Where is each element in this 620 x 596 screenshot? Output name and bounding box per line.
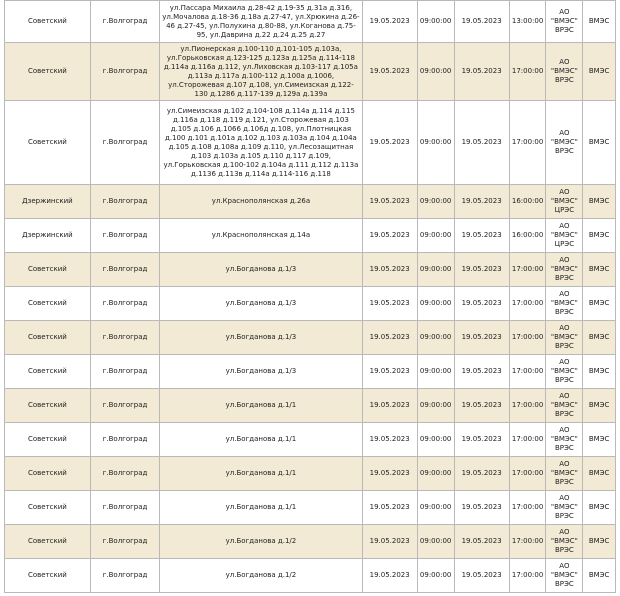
end-time-cell: 17:00:00 (509, 253, 546, 287)
table-body (5, 1, 616, 593)
district-cell: Советский (5, 491, 91, 525)
owner-cell: ВМЭС (583, 43, 616, 101)
org-line: ВРЭС (554, 478, 574, 486)
start-date-cell: 19.05.2023 (362, 525, 417, 559)
start-time-cell: 09:00:00 (417, 253, 454, 287)
end-time-cell: 17:00:00 (509, 491, 546, 525)
org-cell (546, 559, 583, 593)
table-row (5, 219, 616, 253)
city-cell: г.Волгоград (90, 287, 159, 321)
owner-cell: ВМЭС (583, 457, 616, 491)
org-line: "ВМЭС" (550, 17, 578, 25)
address-cell: ул.Богданова д.1/3 (160, 287, 362, 321)
start-date-cell: 19.05.2023 (362, 321, 417, 355)
org-cell (546, 525, 583, 559)
org-cell (546, 423, 583, 457)
org-line: АО (559, 188, 570, 196)
address-cell: ул.Богданова д.1/3 (160, 355, 362, 389)
district-cell: Советский (5, 43, 91, 101)
city-cell: г.Волгоград (90, 525, 159, 559)
address-cell: ул.Богданова д.1/2 (160, 559, 362, 593)
start-date-cell: 19.05.2023 (362, 389, 417, 423)
start-date-cell: 19.05.2023 (362, 491, 417, 525)
org-line: ВРЭС (554, 26, 574, 34)
end-time-cell: 17:00:00 (509, 423, 546, 457)
owner-cell: ВМЭС (583, 185, 616, 219)
start-date-cell: 19.05.2023 (362, 423, 417, 457)
district-cell: Советский (5, 1, 91, 43)
address-cell: ул.Пионерская д.100-110 д.101-105 д.103а, ул.Горьковская д.123-125 д.123а д.125а д.114-118 д.114а д.116а д.112, ул.Лиховская д.103-117 д.105а д.113а д.117а д.100-112 д.100а д.1006, ул.Сторожевая д.107 д.108, ул.Симеизская д.122-130 д.1286 д.117-139 д.129а д.139а (160, 43, 362, 101)
start-time-cell: 09:00:00 (417, 287, 454, 321)
end-time-cell: 17:00:00 (509, 287, 546, 321)
district-cell: Советский (5, 389, 91, 423)
owner-cell: ВМЭС (583, 101, 616, 185)
org-cell (546, 43, 583, 101)
district-cell: Советский (5, 321, 91, 355)
start-time-cell: 09:00:00 (417, 491, 454, 525)
org-line: ВРЭС (554, 274, 574, 282)
org-line: "ВМЭС" (550, 231, 578, 239)
end-date-cell: 19.05.2023 (454, 219, 509, 253)
end-date-cell: 19.05.2023 (454, 185, 509, 219)
org-line: "ВМЭС" (550, 67, 578, 75)
table-row (5, 287, 616, 321)
outage-schedule-table (4, 0, 616, 593)
city-cell: г.Волгоград (90, 1, 159, 43)
org-line: ВРЭС (554, 76, 574, 84)
start-time-cell: 09:00:00 (417, 185, 454, 219)
table-row (5, 321, 616, 355)
org-line: АО (559, 324, 570, 332)
start-date-cell: 19.05.2023 (362, 185, 417, 219)
start-time-cell: 09:00:00 (417, 219, 454, 253)
address-cell: ул.Симеизская д.102 д.104-108 д.114а д.114 д.115 д.116а д.118 д.119 д.121, ул.Сторожевая д.103 д.105 д.106 д.1066 д.106д д.108, ул.Плотницкая д.100 д.101 д.101а д.102 д.103 д.103а д.104 д.104а д.105 д.108 д.108а д.109 д.110, ул.Лесозащитная д.103 д.103а д.105 д.110 д.117 д.109, ул.Горьковская д.100-102 д.104а д.111 д.112 д.113а д.1136 д.113в д.114а д.114-116 д.118 (160, 101, 362, 185)
org-line: АО (559, 460, 570, 468)
address-cell: ул.Пассара Михаила д.28-42 д.19-35 д.31а д.316, ул.Мочалова д.18-36 д.18а д.27-47, ул.Хрюкина д.26-46 д.27-45, ул.Полухина д.80-88, ул.Коганова д.75-95, ул.Даврина д.22 д.24 д.25 д.27 (160, 1, 362, 43)
org-line: "ВМЭС" (550, 537, 578, 545)
owner-cell: ВМЭС (583, 253, 616, 287)
org-line: АО (559, 392, 570, 400)
start-date-cell: 19.05.2023 (362, 219, 417, 253)
org-line: ВРЭС (554, 147, 574, 155)
org-line: "ВМЭС" (550, 435, 578, 443)
org-line: ВРЭС (554, 410, 574, 418)
start-time-cell: 09:00:00 (417, 321, 454, 355)
end-time-cell: 17:00:00 (509, 559, 546, 593)
end-date-cell: 19.05.2023 (454, 355, 509, 389)
owner-cell: ВМЭС (583, 321, 616, 355)
city-cell: г.Волгоград (90, 219, 159, 253)
table-row (5, 559, 616, 593)
owner-cell: ВМЭС (583, 1, 616, 43)
start-time-cell: 09:00:00 (417, 423, 454, 457)
end-time-cell: 17:00:00 (509, 389, 546, 423)
start-date-cell: 19.05.2023 (362, 253, 417, 287)
table-row (5, 101, 616, 185)
district-cell: Советский (5, 457, 91, 491)
end-time-cell: 13:00:00 (509, 1, 546, 43)
address-cell: ул.Богданова д.1/2 (160, 525, 362, 559)
org-line: ВРЭС (554, 376, 574, 384)
org-line: "ВМЭС" (550, 401, 578, 409)
org-cell (546, 491, 583, 525)
org-cell (546, 1, 583, 43)
org-line: АО (559, 562, 570, 570)
end-date-cell: 19.05.2023 (454, 321, 509, 355)
table-row (5, 253, 616, 287)
org-line: АО (559, 358, 570, 366)
end-time-cell: 17:00:00 (509, 321, 546, 355)
org-line: ВРЭС (554, 308, 574, 316)
org-line: ВРЭС (554, 512, 574, 520)
org-line: ВРЭС (554, 342, 574, 350)
org-line: "ВМЭС" (550, 138, 578, 146)
address-cell: ул.Краснополянская д.26а (160, 185, 362, 219)
org-line: АО (559, 528, 570, 536)
start-date-cell: 19.05.2023 (362, 101, 417, 185)
address-cell: ул.Краснополянская д.14а (160, 219, 362, 253)
org-line: АО (559, 8, 570, 16)
owner-cell: ВМЭС (583, 423, 616, 457)
start-time-cell: 09:00:00 (417, 525, 454, 559)
org-line: "ВМЭС" (550, 265, 578, 273)
start-time-cell: 09:00:00 (417, 457, 454, 491)
end-date-cell: 19.05.2023 (454, 287, 509, 321)
end-date-cell: 19.05.2023 (454, 423, 509, 457)
city-cell: г.Волгоград (90, 389, 159, 423)
start-date-cell: 19.05.2023 (362, 355, 417, 389)
city-cell: г.Волгоград (90, 423, 159, 457)
org-line: АО (559, 494, 570, 502)
table-row (5, 355, 616, 389)
owner-cell: ВМЭС (583, 525, 616, 559)
district-cell: Советский (5, 253, 91, 287)
city-cell: г.Волгоград (90, 321, 159, 355)
owner-cell: ВМЭС (583, 219, 616, 253)
table-row (5, 491, 616, 525)
address-cell: ул.Богданова д.1/1 (160, 457, 362, 491)
owner-cell: ВМЭС (583, 491, 616, 525)
end-time-cell: 17:00:00 (509, 525, 546, 559)
org-cell (546, 389, 583, 423)
end-date-cell: 19.05.2023 (454, 525, 509, 559)
end-date-cell: 19.05.2023 (454, 253, 509, 287)
org-line: "ВМЭС" (550, 367, 578, 375)
end-date-cell: 19.05.2023 (454, 559, 509, 593)
start-date-cell: 19.05.2023 (362, 1, 417, 43)
city-cell: г.Волгоград (90, 559, 159, 593)
end-time-cell: 17:00:00 (509, 355, 546, 389)
start-date-cell: 19.05.2023 (362, 457, 417, 491)
city-cell: г.Волгоград (90, 253, 159, 287)
org-cell (546, 253, 583, 287)
org-cell (546, 219, 583, 253)
table-row (5, 389, 616, 423)
end-date-cell: 19.05.2023 (454, 43, 509, 101)
district-cell: Дзержинский (5, 185, 91, 219)
org-cell (546, 321, 583, 355)
org-line: "ВМЭС" (550, 299, 578, 307)
org-line: "ВМЭС" (550, 469, 578, 477)
org-line: АО (559, 426, 570, 434)
end-date-cell: 19.05.2023 (454, 1, 509, 43)
org-cell (546, 101, 583, 185)
org-line: ВРЭС (554, 444, 574, 452)
end-time-cell: 16:00:00 (509, 219, 546, 253)
owner-cell: ВМЭС (583, 287, 616, 321)
district-cell: Советский (5, 287, 91, 321)
org-cell (546, 457, 583, 491)
org-line: "ВМЭС" (550, 503, 578, 511)
start-time-cell: 09:00:00 (417, 389, 454, 423)
org-line: АО (559, 222, 570, 230)
address-cell: ул.Богданова д.1/1 (160, 389, 362, 423)
org-cell (546, 355, 583, 389)
address-cell: ул.Богданова д.1/1 (160, 491, 362, 525)
org-line: ЦРЭС (554, 240, 575, 248)
district-cell: Советский (5, 525, 91, 559)
org-line: "ВМЭС" (550, 571, 578, 579)
district-cell: Советский (5, 559, 91, 593)
owner-cell: ВМЭС (583, 559, 616, 593)
end-date-cell: 19.05.2023 (454, 491, 509, 525)
city-cell: г.Волгоград (90, 101, 159, 185)
district-cell: Советский (5, 423, 91, 457)
start-time-cell: 09:00:00 (417, 1, 454, 43)
start-time-cell: 09:00:00 (417, 355, 454, 389)
org-cell (546, 287, 583, 321)
table-row (5, 1, 616, 43)
end-time-cell: 17:00:00 (509, 101, 546, 185)
city-cell: г.Волгоград (90, 491, 159, 525)
start-time-cell: 09:00:00 (417, 43, 454, 101)
start-date-cell: 19.05.2023 (362, 43, 417, 101)
org-line: АО (559, 129, 570, 137)
end-time-cell: 16:00:00 (509, 185, 546, 219)
org-cell (546, 185, 583, 219)
org-line: АО (559, 290, 570, 298)
district-cell: Советский (5, 101, 91, 185)
end-date-cell: 19.05.2023 (454, 389, 509, 423)
owner-cell: ВМЭС (583, 355, 616, 389)
end-date-cell: 19.05.2023 (454, 457, 509, 491)
district-cell: Дзержинский (5, 219, 91, 253)
end-time-cell: 17:00:00 (509, 457, 546, 491)
table-row (5, 43, 616, 101)
start-time-cell: 09:00:00 (417, 101, 454, 185)
org-line: АО (559, 58, 570, 66)
start-date-cell: 19.05.2023 (362, 559, 417, 593)
address-cell: ул.Богданова д.1/1 (160, 423, 362, 457)
org-line: ЦРЭС (554, 206, 575, 214)
city-cell: г.Волгоград (90, 43, 159, 101)
end-time-cell: 17:00:00 (509, 43, 546, 101)
org-line: ВРЭС (554, 546, 574, 554)
owner-cell: ВМЭС (583, 389, 616, 423)
table-row (5, 185, 616, 219)
org-line: "ВМЭС" (550, 333, 578, 341)
org-line: "ВМЭС" (550, 197, 578, 205)
start-date-cell: 19.05.2023 (362, 287, 417, 321)
city-cell: г.Волгоград (90, 457, 159, 491)
address-cell: ул.Богданова д.1/3 (160, 321, 362, 355)
table-row (5, 423, 616, 457)
city-cell: г.Волгоград (90, 185, 159, 219)
address-cell: ул.Богданова д.1/3 (160, 253, 362, 287)
city-cell: г.Волгоград (90, 355, 159, 389)
org-line: ВРЭС (554, 580, 574, 588)
end-date-cell: 19.05.2023 (454, 101, 509, 185)
org-line: АО (559, 256, 570, 264)
table-row (5, 525, 616, 559)
table-row (5, 457, 616, 491)
start-time-cell: 09:00:00 (417, 559, 454, 593)
district-cell: Советский (5, 355, 91, 389)
